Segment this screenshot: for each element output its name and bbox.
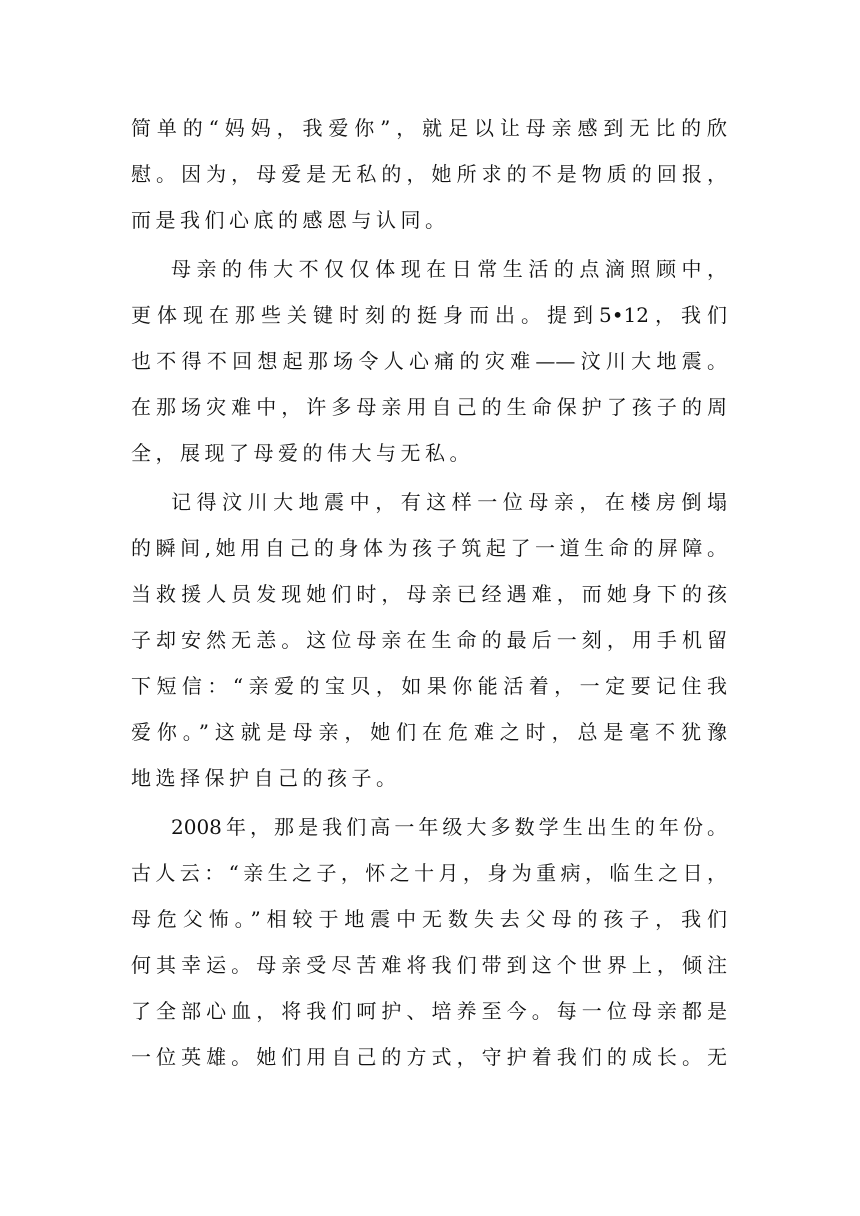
text-line: 古人云：“亲生之子，怀之十月，身为重病，临生之日， — [131, 861, 727, 885]
text-line: 全，展现了母爱的伟大与无私。 — [131, 441, 474, 465]
text-line: 2008年，那是我们高一年级大多数学生出生的年份。 — [171, 815, 727, 839]
paragraph — [131, 479, 727, 801]
text-line: 一位英雄。她们用自己的方式，守护着我们的成长。无 — [131, 1045, 727, 1069]
text-line: 下短信：“亲爱的宝贝，如果你能活着，一定要记住我 — [131, 674, 727, 698]
text-line: 简单的“妈妈，我爱你”，就足以让母亲感到无比的欣 — [131, 116, 727, 140]
text-line: 而是我们心底的感恩与认同。 — [131, 208, 450, 232]
paragraph — [131, 246, 727, 476]
text-line: 更体现在那些关键时刻的挺身而出。提到5•12，我们 — [131, 303, 727, 327]
text-line: 地选择保护自己的孩子。 — [131, 766, 401, 790]
text-line: 母危父怖。”相较于地震中无数失去父母的孩子，我们 — [131, 907, 727, 931]
text-line: 母亲的伟大不仅仅体现在日常生活的点滴照顾中， — [171, 257, 727, 281]
text-line: 也不得不回想起那场令人心痛的灾难——汶川大地震。 — [131, 349, 727, 373]
paragraph — [131, 105, 727, 243]
text-line: 慰。因为，母爱是无私的，她所求的不是物质的回报， — [131, 162, 727, 186]
text-line: 了全部心血，将我们呵护、培养至今。每一位母亲都是 — [131, 999, 727, 1023]
text-line: 何其幸运。母亲受尽苦难将我们带到这个世界上，倾注 — [131, 953, 727, 977]
text-line: 的瞬间,她用自己的身体为孩子筑起了一道生命的屏障。 — [131, 536, 727, 560]
text-line: 记得汶川大地震中，有这样一位母亲，在楼房倒塌 — [171, 490, 727, 514]
body-text — [131, 105, 727, 1080]
text-line: 爱你。”这就是母亲，她们在危难之时，总是毫不犹豫 — [131, 720, 727, 744]
text-line: 在那场灾难中，许多母亲用自己的生命保护了孩子的周 — [131, 395, 727, 419]
paragraph — [131, 804, 727, 1080]
text-line: 当救援人员发现她们时，母亲已经遇难，而她身下的孩 — [131, 582, 727, 606]
text-line: 子却安然无恙。这位母亲在生命的最后一刻，用手机留 — [131, 628, 727, 652]
